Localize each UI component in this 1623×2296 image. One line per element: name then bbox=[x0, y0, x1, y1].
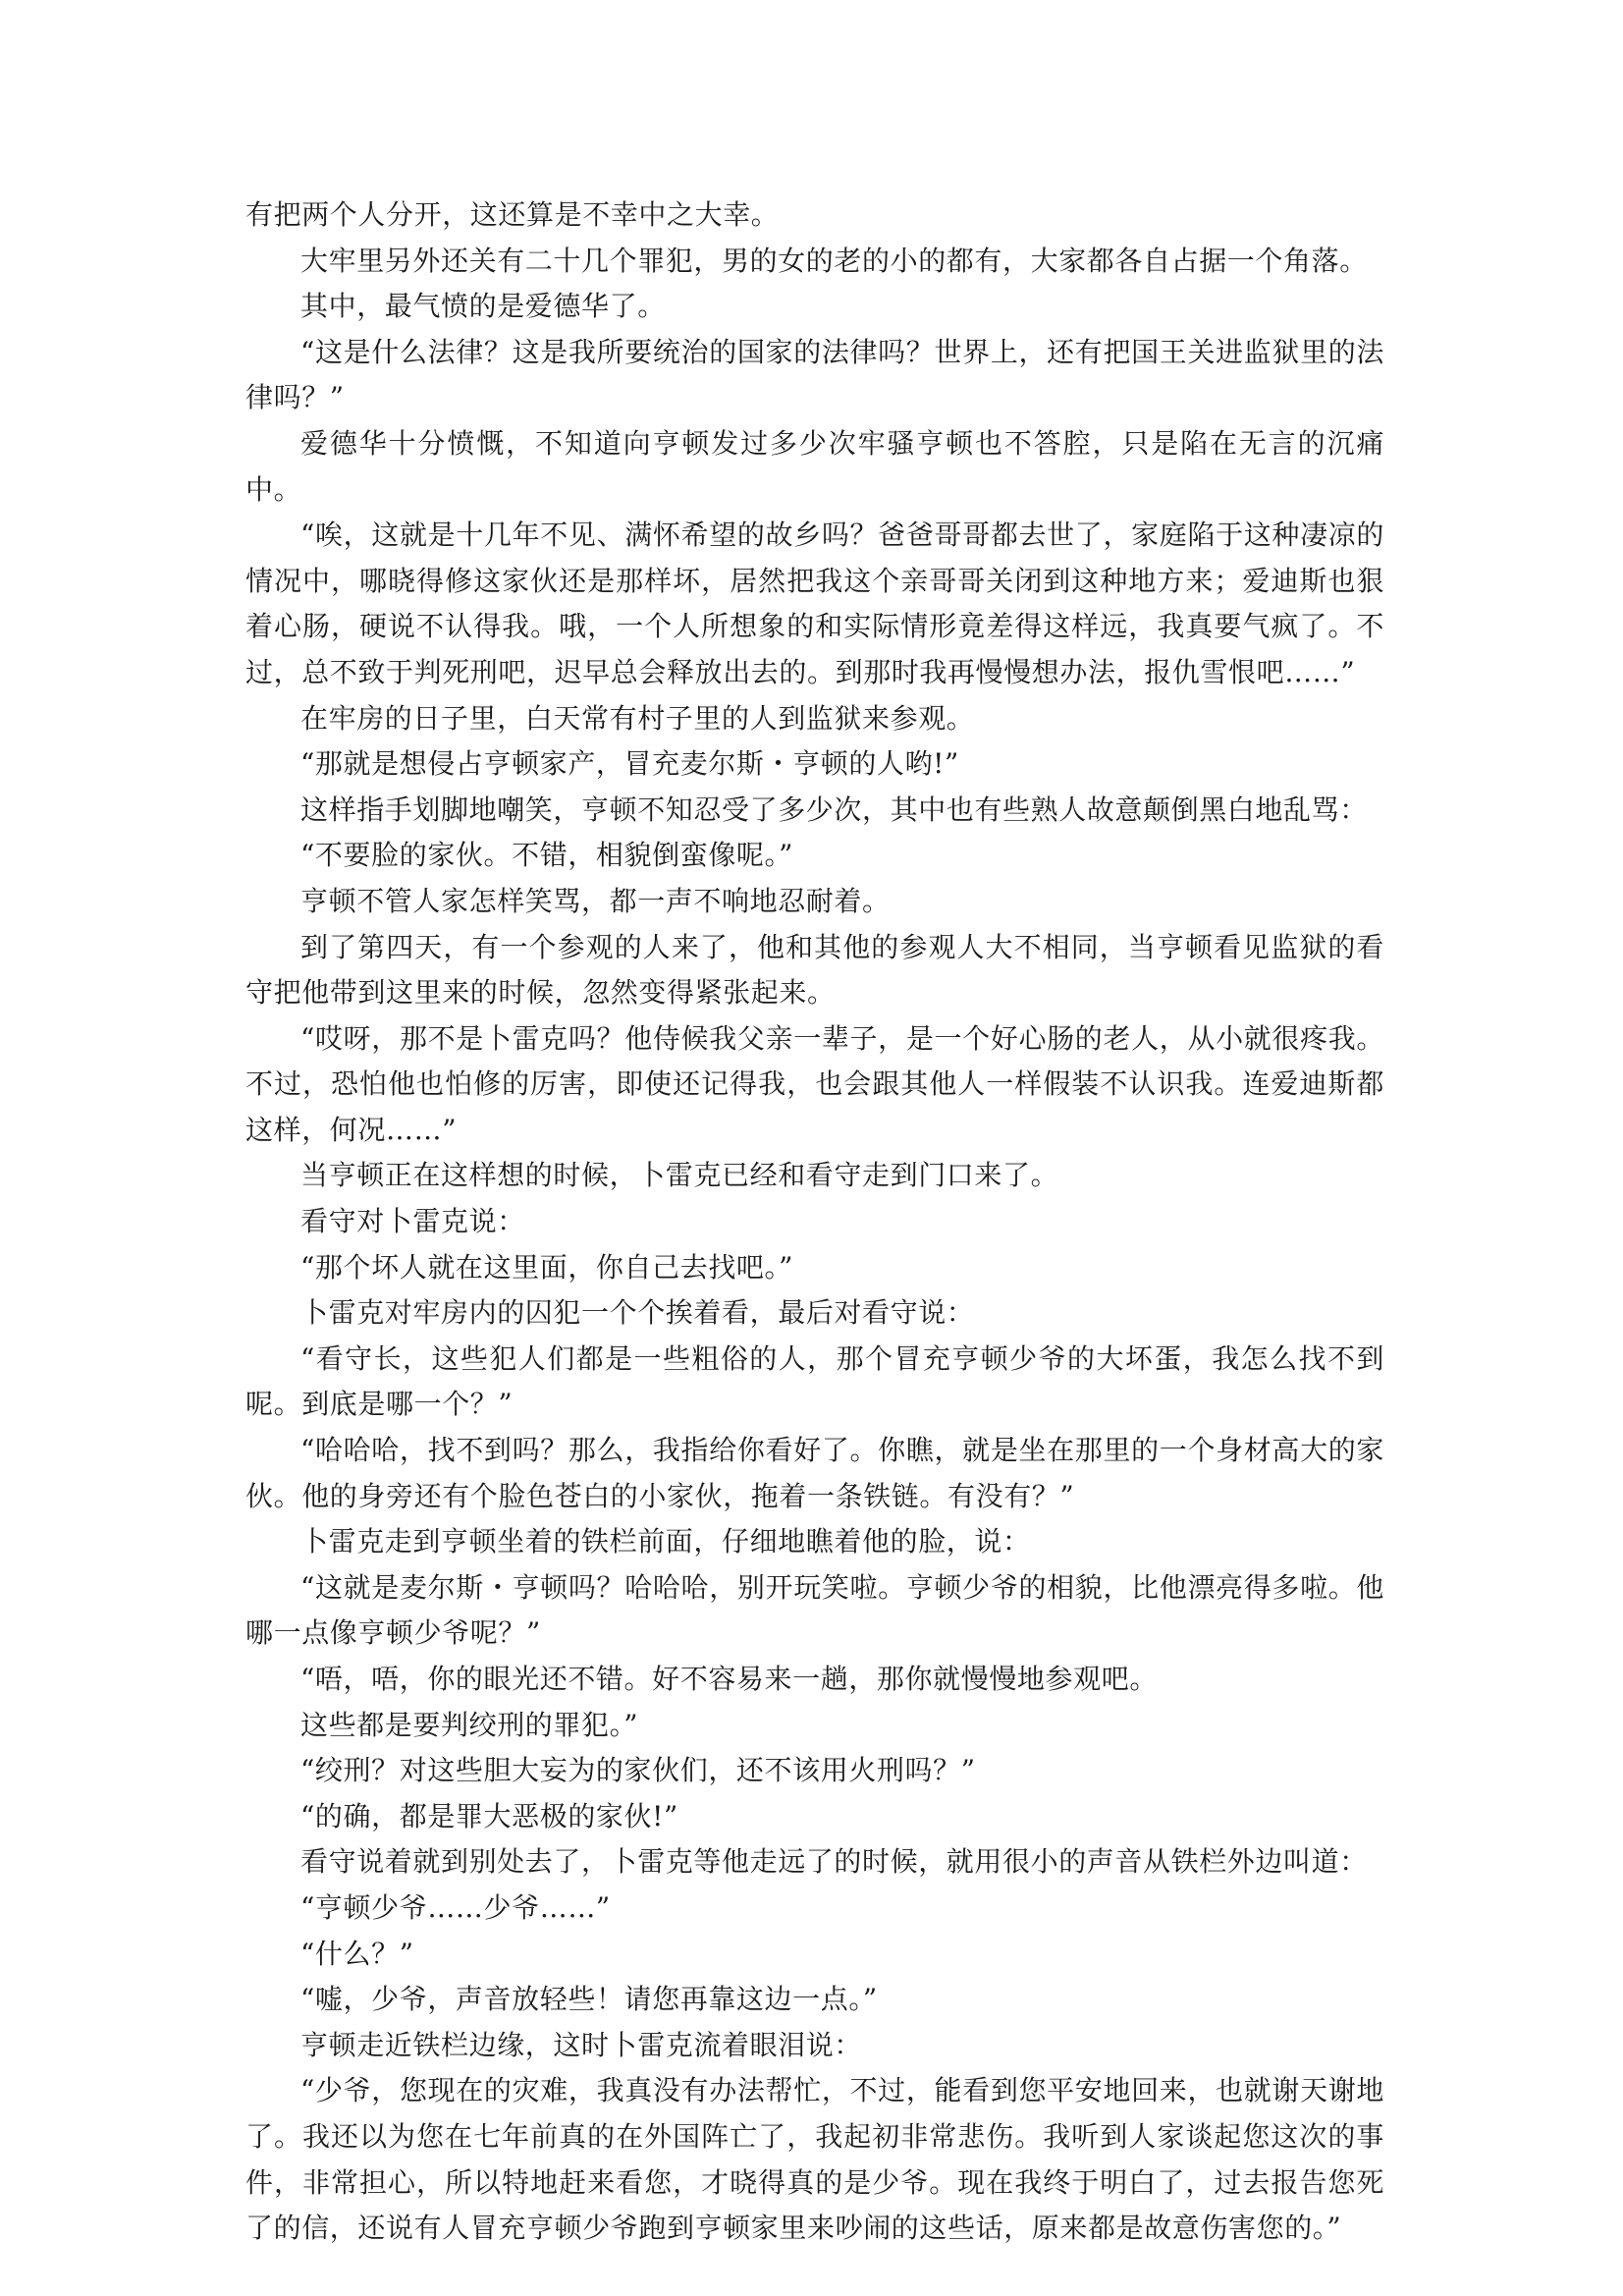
document-page bbox=[245, 192, 1384, 2252]
paragraph: “绞刑？对这些胆大妄为的家伙们，还不该用火刑吗？” bbox=[300, 1754, 976, 1787]
paragraph: “什么？” bbox=[300, 1937, 414, 1970]
paragraph: 其中，最气愤的是爱德华了。 bbox=[300, 290, 666, 323]
paragraph: “看守长，这些犯人们都是一些粗俗的人，那个冒充亨顿少爷的大坏蛋，我怎么找不到呢。到底是哪一个？” bbox=[245, 1341, 1384, 1421]
paragraph: “哎呀，那不是卜雷克吗？他侍候我父亲一辈子，是一个好心肠的老人，从小就很疼我。不过，恐怕他也怕修的厉害，即使还记得我，也会跟其他人一样假装不认识我。连爱迪斯都这样，何况……” bbox=[245, 1021, 1384, 1146]
paragraph: 大牢里另外还关有二十几个罪犯，男的女的老的小的都有，大家都各自占据一个角落。 bbox=[300, 244, 1368, 277]
paragraph: “嘘，少爷，声音放轻些！请您再靠这边一点。” bbox=[300, 1983, 878, 2016]
paragraph: 看守对卜雷克说： bbox=[300, 1205, 525, 1238]
paragraph: “这就是麦尔斯・亨顿吗？哈哈哈，别开玩笑啦。亨顿少爷的相貌，比他漂亮得多啦。他哪一点像亨顿少爷呢？” bbox=[245, 1570, 1384, 1650]
paragraph: 到了第四天，有一个参观的人来了，他和其他的参观人大不相同，当亨顿看见监狱的看守把他带到这里来的时候，忽然变得紧张起来。 bbox=[245, 930, 1384, 1010]
paragraph: 卜雷克走到亨顿坐着的铁栏前面，仔细地瞧着他的脸，说： bbox=[300, 1525, 1031, 1558]
paragraph: 看守说着就到别处去了，卜雷克等他走远了的时候，就用很小的声音从铁栏外边叫道： bbox=[300, 1845, 1368, 1879]
paragraph: “少爷，您现在的灾难，我真没有办法帮忙，不过，能看到您平安地回来，也就谢天谢地了。我还以为您在七年前真的在外国阵亡了，我起初非常悲伤。我听到人家谈起您这次的事件，非常担心，所以特地赶来看您，才晓得真的是少爷。现在我终于明白了，过去报告您死了的信，还说有人冒充亨顿少爷跑到亨顿家里来吵闹的这些话，原来都是故意伤害您的。” bbox=[245, 2074, 1384, 2245]
paragraph: 卜雷克对牢房内的囚犯一个个挨着看，最后对看守说： bbox=[300, 1296, 975, 1330]
paragraph: 这些都是要判绞刑的罪犯。” bbox=[300, 1708, 639, 1741]
paragraph: “这是什么法律？这是我所要统治的国家的法律吗？世界上，还有把国王关进监狱里的法律吗？” bbox=[245, 335, 1384, 414]
paragraph: 当亨顿正在这样想的时候，卜雷克已经和看守走到门口来了。 bbox=[300, 1159, 1059, 1192]
paragraph: 有把两个人分开，这还算是不幸中之大幸。 bbox=[245, 198, 780, 231]
paragraph: 在牢房的日子里，白天常有村子里的人到监狱来参观。 bbox=[300, 701, 975, 735]
paragraph: “那个坏人就在这里面，你自己去找吧。” bbox=[300, 1250, 794, 1284]
paragraph: 这样指手划脚地嘲笑，亨顿不知忍受了多少次，其中也有些熟人故意颠倒黑白地乱骂： bbox=[300, 793, 1368, 826]
paragraph: “不要脸的家伙。不错，相貌倒蛮像呢。” bbox=[300, 839, 794, 872]
paragraph: “亨顿少爷……少爷……” bbox=[300, 1890, 611, 1924]
paragraph: “唔，唔，你的眼光还不错。好不容易来一趟，那你就慢慢地参观吧。 bbox=[300, 1663, 1158, 1695]
paragraph: “的确，都是罪大恶极的家伙!” bbox=[300, 1799, 678, 1832]
paragraph: 亨顿走近铁栏边缘，这时卜雷克流着眼泪说： bbox=[300, 2028, 863, 2061]
paragraph: “哈哈哈，找不到吗？那么，我指给你看好了。你瞧，就是坐在那里的一个身材高大的家伙。他的身旁还有个脸色苍白的小家伙，拖着一条铁链。有没有？” bbox=[245, 1434, 1384, 1512]
paragraph: 爱德华十分愤慨，不知道向亨顿发过多少次牢骚亨顿也不答腔，只是陷在无言的沉痛中。 bbox=[245, 426, 1384, 506]
paragraph: 亨顿不管人家怎样笑骂，都一声不响地忍耐着。 bbox=[300, 884, 891, 917]
paragraph: “唉，这就是十几年不见、满怀希望的故乡吗？爸爸哥哥都去世了，家庭陷于这种凄凉的情况中，哪晓得修这家伙还是那样坏，居然把我这个亲哥哥关闭到这种地方来；爱迪斯也狠着心肠，硬说不认得我。哦，一个人所想象的和实际情形竟差得这样远，我真要气疯了。不过，总不致于判死刑吧，迟早总会释放出去的。到那时我再慢慢想办法，报仇雪恨吧……” bbox=[245, 519, 1384, 688]
paragraph: “那就是想侵占亨顿家产，冒充麦尔斯・亨顿的人哟!” bbox=[300, 747, 959, 781]
